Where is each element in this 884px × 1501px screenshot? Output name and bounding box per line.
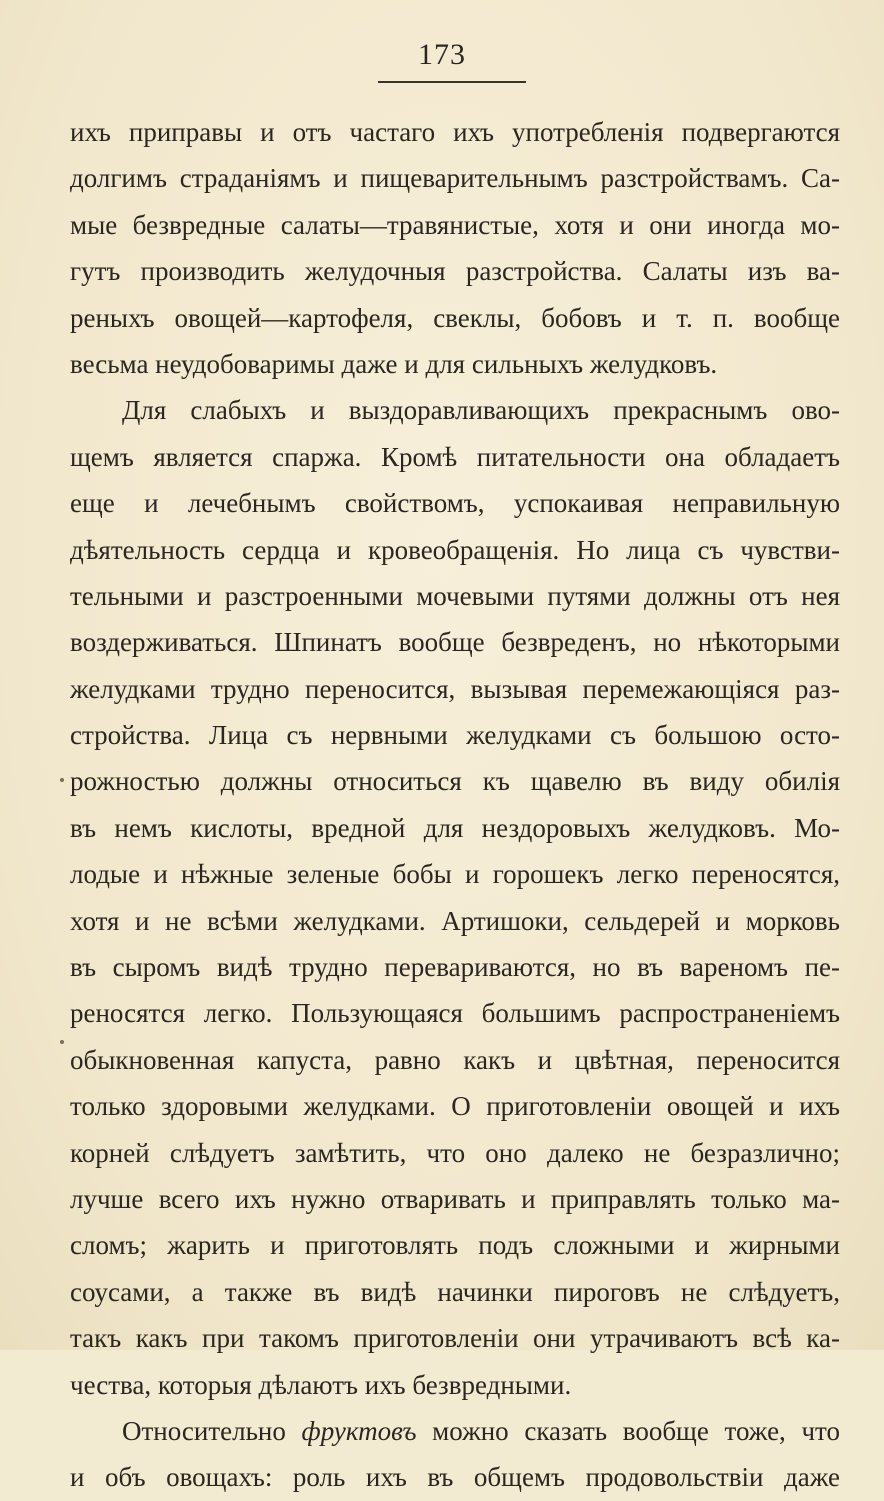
text-line: хотя и не всѣми желудками. Артишоки, сельдерей и морковь <box>70 905 840 936</box>
text-line: щемъ является спаржа. Кромѣ питательности она обладаетъ <box>70 441 840 472</box>
text-span: Относительно <box>122 1415 302 1446</box>
text-line: въ немъ кислоты, вредной для нездоровыхъ желудковъ. Мо- <box>70 812 840 843</box>
header-rule <box>378 81 526 83</box>
paragraph-start-line: Для слабыхъ и выздоравливающихъ прекраснымъ ово- <box>122 395 840 426</box>
text-line: лучше всего ихъ нужно отваривать и приправлять только ма- <box>70 1183 840 1214</box>
text-line: еще и лечебнымъ свойствомъ, успокаивая неправильную <box>70 488 840 519</box>
text-line: дѣятельность сердца и кровеобращенія. Но лица съ чувстви- <box>70 534 840 565</box>
text-line: лодые и нѣжные зеленые бобы и горошекъ легко переносятся, <box>70 859 840 890</box>
body-text <box>70 109 840 1501</box>
text-line: соусами, а также въ видѣ начинки пироговъ не слѣдуетъ, <box>70 1276 840 1307</box>
text-line: гутъ производить желудочныя разстройства. Салаты изъ ва- <box>70 256 840 287</box>
text-line: и объ овощахъ: роль ихъ въ общемъ продовольствіи даже <box>70 1462 840 1493</box>
text-line: корней слѣдуетъ замѣтить, что оно далеко не безразлично; <box>70 1137 840 1168</box>
text-span: можно сказать вообще тоже, что <box>416 1415 840 1446</box>
text-line: только здоровыми желудками. О приготовленіи овощей и ихъ <box>70 1091 840 1122</box>
page-number: 173 <box>418 38 466 71</box>
text-line: стройства. Лица съ нервными желудками съ большою осто- <box>70 720 840 751</box>
text-line: реныхъ овощей—картофеля, свеклы, бобовъ и т. п. вообще <box>70 302 840 333</box>
text-line: весьма неудобоваримы даже и для сильныхъ желудковъ. <box>70 348 718 379</box>
text-line: реносятся легко. Пользующаяся большимъ распространеніемъ <box>70 998 840 1029</box>
emphasized-word: фруктовъ <box>301 1415 417 1446</box>
paragraph-start-line <box>70 1408 840 1454</box>
text-line: сломъ; жарить и приготовлять подъ сложными и жирными <box>70 1230 840 1261</box>
text-line: чества, которыя дѣлаютъ ихъ безвредными. <box>70 1369 572 1400</box>
text-line: мые безвредные салаты—травянистые, хотя и они иногда мо- <box>70 209 840 240</box>
text-line: въ сыромъ видѣ трудно перевариваются, но въ вареномъ пе- <box>70 952 840 983</box>
text-line: обыкновенная капуста, равно какъ и цвѣтная, переносится <box>70 1044 840 1075</box>
text-line: такъ какъ при такомъ приготовленіи они утрачиваютъ всѣ ка- <box>70 1323 840 1354</box>
text-line: тельными и разстроенными мочевыми путями должны отъ нея <box>70 580 840 611</box>
margin-speck <box>60 778 64 782</box>
margin-speck <box>60 1040 64 1044</box>
text-line: рожностью должны относиться къ щавелю въ виду обилія <box>70 766 840 797</box>
text-line: желудками трудно переносится, вызывая перемежающіяся раз- <box>70 673 840 704</box>
text-line: ихъ приправы и отъ частаго ихъ употребленія подвергаются <box>70 117 840 147</box>
text-line: долгимъ страданіямъ и пищеварительнымъ разстройствамъ. Са- <box>70 163 840 194</box>
text-line: воздерживаться. Шпинатъ вообще безвреденъ, но нѣкоторыми <box>70 627 840 658</box>
